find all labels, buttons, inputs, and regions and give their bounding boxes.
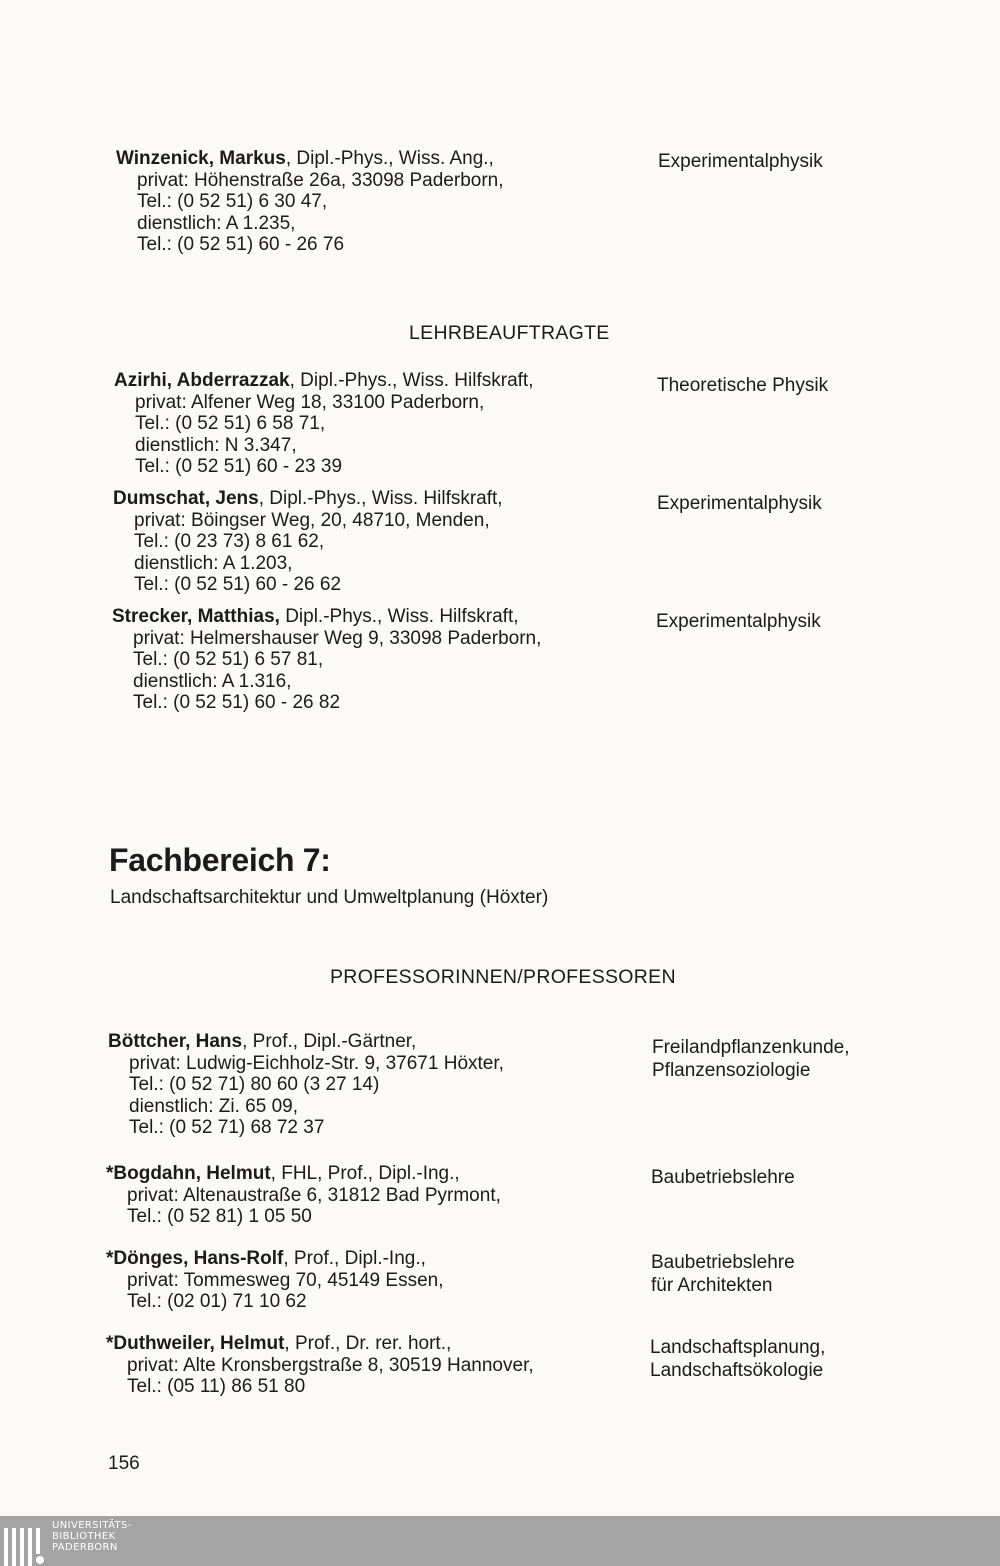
person-title: , FHL, Prof., Dipl.-Ing., (270, 1163, 460, 1184)
subject-area: Theoretische Physik (657, 375, 829, 396)
address-line: privat: Alte Kronsbergstraße 8, 30519 Hannover, (127, 1354, 534, 1376)
person-title: , Prof., Dr. rer. hort., (284, 1333, 452, 1354)
person-title: , Prof., Dipl.-Gärtner, (242, 1031, 417, 1052)
logo-dot-icon (36, 1556, 44, 1564)
person-name: Winzenick, Markus (116, 148, 286, 169)
address-line: privat: Böingser Weg, 20, 48710, Menden, (134, 509, 490, 531)
person-name: *Bogdahn, Helmut (106, 1163, 271, 1184)
logo-line: PADERBORN (52, 1542, 118, 1553)
subject-line: Baubetriebslehre (651, 1252, 795, 1273)
address-line: privat: Altenaustraße 6, 31812 Bad Pyrmont, (127, 1184, 501, 1206)
subject-area (652, 1036, 850, 1082)
staff-entry-boettcher (108, 1031, 504, 1139)
subject-area (650, 1336, 825, 1382)
staff-entry-doenges (106, 1248, 444, 1313)
subject-area: Experimentalphysik (657, 493, 822, 514)
staff-entry-strecker (112, 606, 541, 714)
staff-entry-dumschat (113, 488, 503, 596)
subject-line: Landschaftsökologie (650, 1360, 824, 1381)
faculty-subtitle: Landschaftsarchitektur und Umweltplanung (Höxter) (110, 887, 549, 908)
person-title: , Dipl.-Phys., Wiss. Ang., (285, 148, 494, 169)
phone-line: Tel.: (0 52 51) 6 30 47, (137, 191, 328, 212)
entry-header (106, 1163, 501, 1185)
office-line: dienstlich: Zi. 65 09, (129, 1095, 298, 1117)
person-title: , Dipl.-Phys., Wiss. Hilfskraft, (289, 370, 534, 391)
person-name: Azirhi, Abderrazzak (114, 370, 290, 391)
section-heading-lehrbeauftragte: LEHRBEAUFTRAGTE (409, 322, 610, 344)
person-name: Böttcher, Hans (108, 1031, 243, 1052)
library-footer-bar (0, 1516, 1000, 1566)
office-phone-line: Tel.: (0 52 71) 68 72 37 (129, 1117, 325, 1138)
entry-header (114, 370, 533, 392)
entry-header (113, 488, 503, 510)
subject-line: Freilandpflanzenkunde, (652, 1037, 850, 1058)
logo-line: UNIVERSITÄTS- (52, 1520, 132, 1531)
office-line: dienstlich: A 1.316, (133, 670, 292, 692)
address-line: privat: Ludwig-Eichholz-Str. 9, 37671 Höxter, (129, 1052, 504, 1074)
staff-entry-duthweiler (106, 1333, 534, 1398)
subject-area (651, 1166, 795, 1189)
logo-line: BIBLIOTHEK (52, 1531, 116, 1542)
phone-line: Tel.: (05 11) 86 51 80 (127, 1376, 306, 1397)
office-phone-line: Tel.: (0 52 51) 60 - 26 62 (134, 574, 342, 595)
office-line: dienstlich: N 3.347, (135, 434, 297, 456)
office-phone-line: Tel.: (0 52 51) 60 - 23 39 (135, 456, 343, 477)
entry-header (106, 1333, 534, 1355)
person-title: , Prof., Dipl.-Ing., (283, 1248, 426, 1269)
person-title: Dipl.-Phys., Wiss. Hilfskraft, (279, 606, 519, 627)
office-phone-line: Tel.: (0 52 51) 60 - 26 82 (133, 692, 341, 713)
phone-line: Tel.: (02 01) 71 10 62 (127, 1291, 307, 1312)
subject-area: Experimentalphysik (658, 151, 823, 172)
subject-line: Landschaftsplanung, (650, 1337, 826, 1358)
person-name: Strecker, Matthias, (112, 606, 280, 627)
entry-header (112, 606, 541, 628)
address-line: privat: Tommesweg 70, 45149 Essen, (127, 1269, 444, 1291)
library-logo-text (52, 1520, 132, 1553)
staff-entry-azirhi (114, 370, 533, 478)
office-line: dienstlich: A 1.203, (134, 552, 293, 574)
section-heading-professoren: PROFESSORINNEN/PROFESSOREN (330, 966, 676, 988)
office-phone-line: Tel.: (0 52 51) 60 - 26 76 (137, 234, 345, 255)
person-title: , Dipl.-Phys., Wiss. Hilfskraft, (258, 488, 503, 509)
address-line: privat: Helmershauser Weg 9, 33098 Paderborn, (133, 627, 542, 649)
person-name: *Dönges, Hans-Rolf (106, 1248, 284, 1269)
staff-entry-bogdahn (106, 1163, 501, 1228)
entry-header (108, 1031, 504, 1053)
phone-line: Tel.: (0 23 73) 8 61 62, (134, 531, 325, 552)
entry-header (106, 1248, 444, 1270)
person-name: Dumschat, Jens (113, 488, 259, 509)
person-name: *Duthweiler, Helmut (106, 1333, 285, 1354)
faculty-title: Fachbereich 7: (109, 842, 331, 878)
subject-line: Baubetriebslehre (651, 1167, 795, 1188)
subject-line: Pflanzensoziologie (652, 1060, 811, 1081)
subject-area: Experimentalphysik (656, 611, 821, 632)
phone-line: Tel.: (0 52 71) 80 60 (3 27 14) (129, 1074, 380, 1095)
phone-line: Tel.: (0 52 51) 6 57 81, (133, 649, 324, 670)
phone-line: Tel.: (0 52 51) 6 58 71, (135, 413, 326, 434)
page-number: 156 (108, 1453, 140, 1474)
office-line: dienstlich: A 1.235, (137, 212, 296, 234)
subject-area (651, 1251, 795, 1297)
address-line: privat: Höhenstraße 26a, 33098 Paderborn, (137, 169, 504, 191)
entry-header (116, 148, 504, 170)
staff-entry-winzenick (116, 148, 504, 256)
address-line: privat: Alfener Weg 18, 33100 Paderborn, (135, 391, 485, 413)
phone-line: Tel.: (0 52 81) 1 05 50 (127, 1206, 312, 1227)
subject-line: für Architekten (651, 1275, 773, 1296)
